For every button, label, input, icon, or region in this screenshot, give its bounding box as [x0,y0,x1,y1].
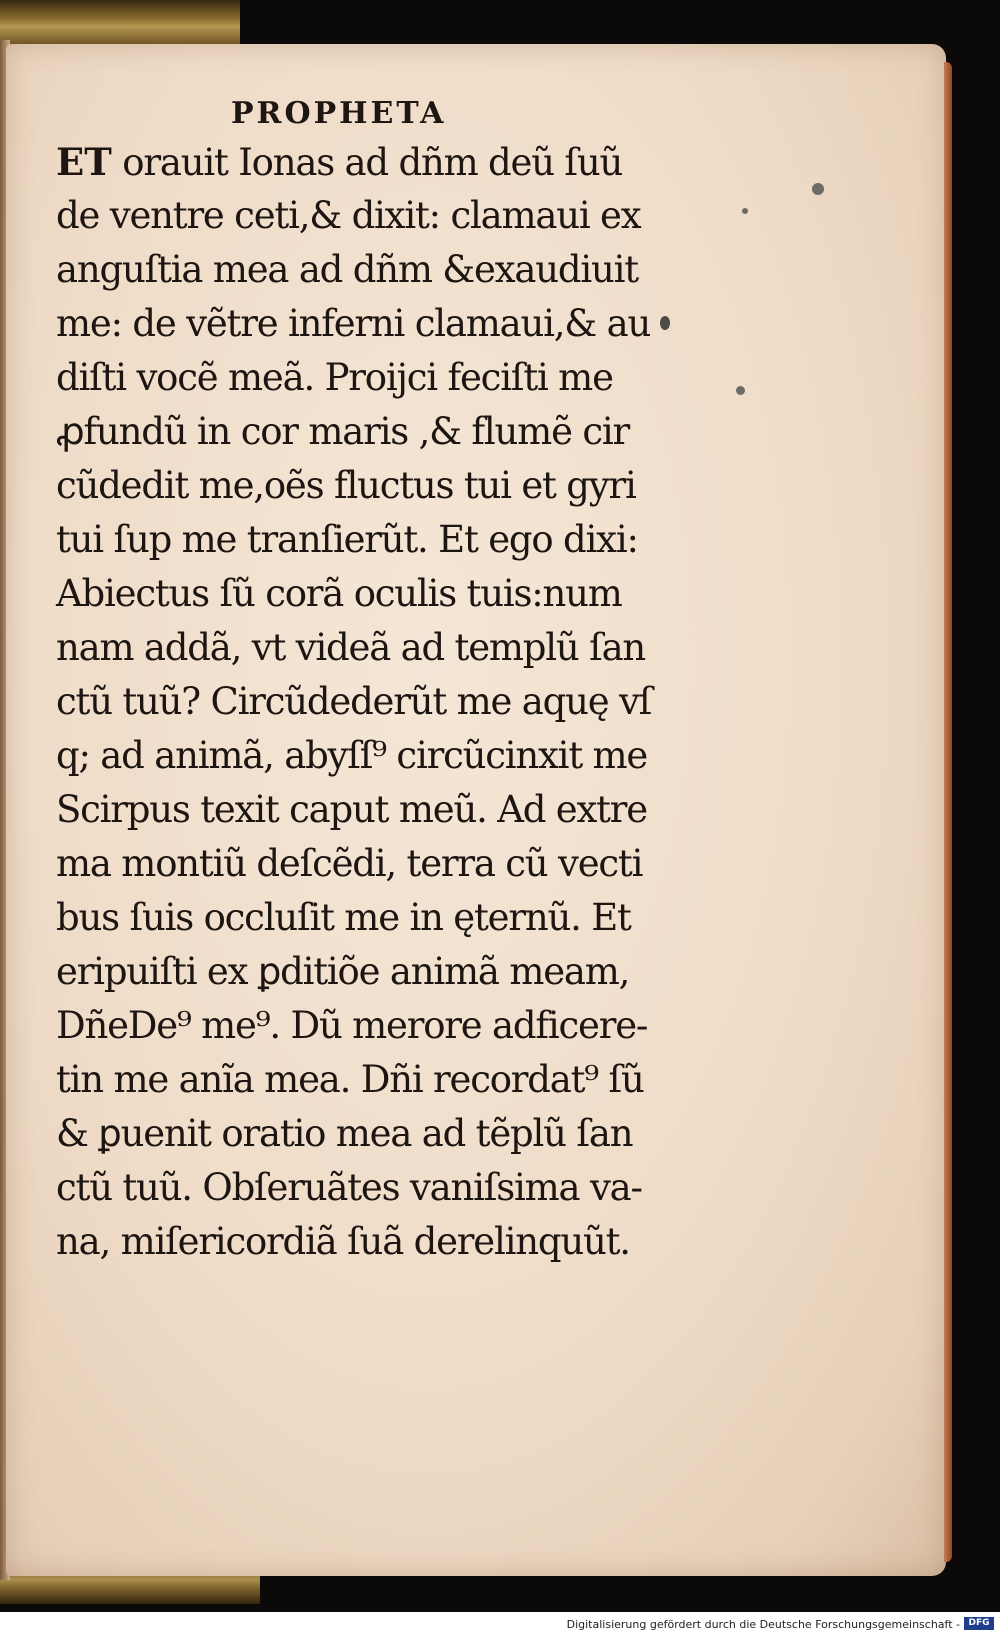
text-line: na, miſericordiã ſuã derelinquũt. [56,1220,630,1263]
text-line: q; ad animã, abyſſ⁹ circũcinxit me [56,734,648,777]
text-line: tui ſup me tranſierũt. Et ego dixi: [56,518,638,561]
binding-top [0,0,240,48]
text-line: ma montiũ deſcẽdi, terra cũ vecti [56,842,643,885]
text-line: me: de vẽtre inferni clamaui,& au [56,302,651,345]
text-line: cũdedit me,oẽs fluctus tui et gyri [56,464,636,507]
page-header: PROPHETA [231,96,447,131]
text-line: tin me anĩa mea. Dñi recordat⁹ ſũ [56,1058,644,1101]
text-line: ctũ tuũ? Circũdederũt me aquę vſ [56,680,652,723]
funding-credit: Digitalisierung gefördert durch die Deutsche Forschungsgemeinschaft - [566,1618,960,1631]
page-right-edge [944,62,952,1562]
text-line: eripuiſti ex ꝑditiõe animã meam, [56,950,630,993]
paper-spot [660,316,670,330]
text-line: anguſtia mea ad dñm &exaudiuit [56,248,638,291]
initial-letters: ET [56,140,112,184]
paper-spot [812,183,824,195]
text-line: Abiectus ſũ corã oculis tuis:num [56,572,622,615]
text-line: ET orauit Ionas ad dñm deũ ſuũ [56,140,623,184]
text-line: de ventre ceti,& dixit: clamaui ex [56,194,641,237]
text-line: Scirpus texit caput meũ. Ad extre [56,788,647,831]
text-line: DñeDe⁹ me⁹. Dũ merore adficere- [56,1004,648,1047]
text-line: bus ſuis occluſit me in ęternũ. Et [56,896,631,939]
dfg-logo: DFG [964,1617,994,1630]
paper-spot [736,386,745,395]
text-line: nam addã, vt videã ad templũ ſan [56,626,646,669]
text-line: ꝓfundũ in cor maris ,& flumẽ cir [56,410,629,453]
text-line: ctũ tuũ. Obſeruãtes vaniſsima va- [56,1166,642,1209]
paper-spot [742,208,748,214]
text-line: & ꝑuenit oratio mea ad tẽplũ ſan [56,1112,633,1155]
text-line: diſti vocẽ meã. Proijci feciſti me [56,356,613,399]
